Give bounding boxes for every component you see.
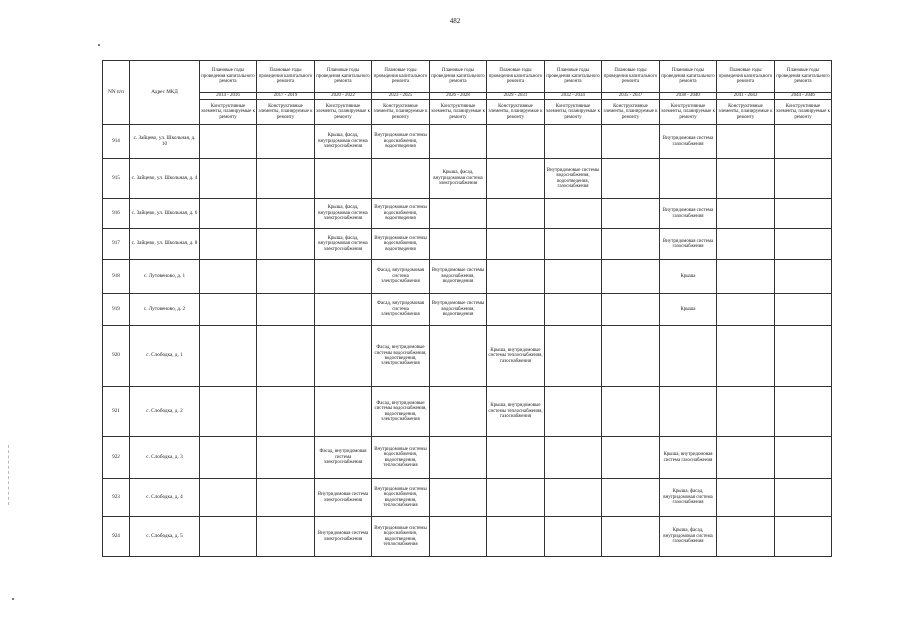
repair-elements-cell: [545, 387, 602, 437]
repair-elements-cell: [257, 294, 315, 326]
elements-header: Конструктивные элементы, планируемые к ремонту: [717, 100, 775, 125]
repair-elements-cell: [545, 260, 602, 294]
elements-header: Конструктивные элементы, планируемые к ремонту: [487, 100, 545, 125]
row-number: 920: [103, 326, 130, 387]
repair-elements-cell: [545, 125, 602, 159]
repair-elements-cell: Крыша, фасад, внутридомовая система газоснабжения: [660, 517, 717, 557]
repair-elements-cell: [602, 326, 660, 387]
repair-elements-cell: [487, 437, 545, 479]
column-header-planned: Плановые годы проведения капитального ремонта: [717, 61, 775, 93]
table-row: [103, 229, 832, 260]
repair-elements-cell: [315, 326, 372, 387]
column-header-address: Адрес МКД: [130, 61, 200, 125]
repair-elements-cell: [602, 387, 660, 437]
row-address: с. Слободка, д. 1: [130, 326, 200, 387]
repair-elements-cell: [775, 229, 832, 260]
repair-elements-cell: Крыша: [660, 294, 717, 326]
repair-elements-cell: [200, 326, 257, 387]
period-label: 2038 - 2040: [660, 93, 717, 100]
column-header-planned: Плановые годы проведения капитального ремонта: [545, 61, 602, 93]
repair-elements-cell: Внутридомовые системы водоснабжения, водоотведения: [430, 294, 487, 326]
elements-header: Конструктивные элементы, планируемые к ремонту: [545, 100, 602, 125]
period-label: 2023 - 2025: [372, 93, 430, 100]
repair-elements-cell: [717, 294, 775, 326]
table-row: [103, 517, 832, 557]
repair-elements-cell: Крыша, фасад, внутридомовая система газоснабжения: [660, 479, 717, 517]
repair-elements-cell: [315, 294, 372, 326]
repair-elements-cell: [487, 159, 545, 199]
row-address: с. Зайцево, ул. Школьная, д. 4: [130, 159, 200, 199]
repair-elements-cell: [775, 517, 832, 557]
repair-elements-cell: [660, 159, 717, 199]
repair-elements-cell: Фасад, внутридомовая система электроснабжения: [372, 294, 430, 326]
page-number: 482: [449, 17, 461, 25]
repair-elements-cell: [775, 294, 832, 326]
row-number: 924: [103, 517, 130, 557]
period-label: 2014 - 2016: [200, 93, 257, 100]
row-number: 918: [103, 260, 130, 294]
column-header-planned: Плановые годы проведения капитального ремонта: [372, 61, 430, 93]
elements-header: Конструктивные элементы, планируемые к ремонту: [660, 100, 717, 125]
repair-elements-cell: [257, 229, 315, 260]
table-row: [103, 326, 832, 387]
table-row: [103, 159, 832, 199]
repair-elements-cell: [775, 125, 832, 159]
repair-elements-cell: Внутридомовая система электроснабжения: [315, 479, 372, 517]
column-header-planned: Плановые годы проведения капитального ремонта: [487, 61, 545, 93]
row-number: 916: [103, 199, 130, 229]
repair-elements-cell: [545, 229, 602, 260]
repair-elements-cell: Внутридомовая система электроснабжения: [315, 517, 372, 557]
row-address: с. Слободка, д. 4: [130, 479, 200, 517]
row-number: 922: [103, 437, 130, 479]
repair-elements-cell: [545, 199, 602, 229]
period-label: 2026 - 2028: [430, 93, 487, 100]
repair-elements-cell: [430, 517, 487, 557]
repair-elements-cell: [257, 387, 315, 437]
repair-elements-cell: [775, 260, 832, 294]
repair-elements-cell: [487, 479, 545, 517]
row-address: с. Зайцево, ул. Школьная, д. 6: [130, 199, 200, 229]
repair-elements-cell: Крыша, фасад, внутридомовая система электроснабжения: [315, 125, 372, 159]
column-header-planned: Плановые годы проведения капитального ремонта: [602, 61, 660, 93]
repair-elements-cell: [257, 260, 315, 294]
repair-elements-cell: Фасад, внутридомовые системы водоснабжения, водоотведения, электроснабжения: [372, 387, 430, 437]
repair-elements-cell: [775, 479, 832, 517]
repair-elements-cell: [372, 159, 430, 199]
repair-elements-cell: [257, 479, 315, 517]
repair-elements-cell: [545, 479, 602, 517]
column-header-planned: Плановые годы проведения капитального ремонта: [315, 61, 372, 93]
repair-elements-cell: Крыша, внутридомовые системы теплоснабжения, газоснабжения: [487, 387, 545, 437]
table-row: [103, 294, 832, 326]
repair-elements-cell: [487, 260, 545, 294]
repair-elements-cell: [717, 479, 775, 517]
repair-elements-cell: [602, 199, 660, 229]
column-header-number: NN п/п: [103, 61, 130, 125]
repair-elements-cell: [200, 260, 257, 294]
repair-elements-cell: [717, 159, 775, 199]
table-row: [103, 125, 832, 159]
repair-elements-cell: [602, 260, 660, 294]
period-label: 2017 - 2019: [257, 93, 315, 100]
elements-header: Конструктивные элементы, планируемые к ремонту: [602, 100, 660, 125]
repair-elements-cell: [717, 437, 775, 479]
repair-elements-cell: Крыша, фасад, внутридомовая система электроснабжения: [315, 229, 372, 260]
repair-elements-cell: [602, 125, 660, 159]
repair-elements-cell: [257, 125, 315, 159]
repair-elements-cell: [430, 229, 487, 260]
repair-elements-cell: [545, 517, 602, 557]
scan-speck: [12, 598, 14, 600]
repair-elements-cell: [717, 260, 775, 294]
repair-elements-cell: [545, 326, 602, 387]
repair-elements-cell: Крыша, внутридомовая система газоснабжения: [660, 437, 717, 479]
repair-elements-cell: [717, 326, 775, 387]
repair-elements-cell: Внутридомовые системы водоснабжения, водоотведения, теплоснабжения: [372, 517, 430, 557]
column-header-planned: Плановые годы проведения капитального ремонта: [775, 61, 832, 93]
column-header-planned: Плановые годы проведения капитального ремонта: [257, 61, 315, 93]
repair-elements-cell: [487, 229, 545, 260]
row-address: с. Слободка, д. 2: [130, 387, 200, 437]
column-header-planned: Плановые годы проведения капитального ремонта: [430, 61, 487, 93]
table-row: [103, 260, 832, 294]
period-label: 2029 - 2031: [487, 93, 545, 100]
row-address: с. Зайцево, ул. Школьная, д. 8: [130, 229, 200, 260]
repair-elements-cell: Фасад, внутридомовые системы водоснабжения, водоотведения, электроснабжения: [372, 326, 430, 387]
repair-elements-cell: [487, 125, 545, 159]
header-row-elements: [103, 100, 832, 125]
repair-elements-cell: [200, 294, 257, 326]
repair-elements-cell: [430, 479, 487, 517]
row-number: 923: [103, 479, 130, 517]
repair-elements-cell: [602, 479, 660, 517]
row-number: 919: [103, 294, 130, 326]
repair-elements-cell: [775, 199, 832, 229]
repair-elements-cell: Внутридомовые системы водоснабжения, водоотведения: [372, 229, 430, 260]
elements-header: Конструктивные элементы, планируемые к ремонту: [315, 100, 372, 125]
repair-elements-cell: [315, 260, 372, 294]
repair-elements-cell: Внутридомовая система газоснабжения: [660, 125, 717, 159]
scan-speck: [98, 44, 100, 46]
repair-elements-cell: [200, 125, 257, 159]
repair-elements-cell: [200, 159, 257, 199]
repair-elements-cell: Внутридомовые системы водоснабжения, водоотведения, газоснабжения: [545, 159, 602, 199]
period-label: 2032 - 2034: [545, 93, 602, 100]
repair-elements-cell: [717, 229, 775, 260]
repair-elements-cell: Внутридомовые системы водоснабжения, водоотведения: [372, 125, 430, 159]
repair-elements-cell: [775, 326, 832, 387]
repair-elements-cell: Крыша: [660, 260, 717, 294]
repair-elements-cell: Внутридомовая система газоснабжения: [660, 229, 717, 260]
period-label: 2020 - 2022: [315, 93, 372, 100]
period-label: 2044 - 2046: [775, 93, 832, 100]
row-number: 914: [103, 125, 130, 159]
repair-elements-cell: [487, 199, 545, 229]
elements-header: Конструктивные элементы, планируемые к ремонту: [775, 100, 832, 125]
repair-elements-cell: [430, 199, 487, 229]
elements-header: Конструктивные элементы, планируемые к ремонту: [200, 100, 257, 125]
header-row-title: [103, 61, 832, 93]
repair-elements-cell: Внутридомовые системы водоснабжения, водоотведения, теплоснабжения: [372, 437, 430, 479]
repair-elements-cell: [257, 199, 315, 229]
repair-elements-cell: Фасад, внутридомовая система электроснабжения: [315, 437, 372, 479]
repair-elements-cell: [660, 387, 717, 437]
row-address: с. Зайцево, ул. Школьная, д. 10: [130, 125, 200, 159]
repair-elements-cell: Крыша, фасад, внутридомовая система электроснабжения: [315, 199, 372, 229]
repair-elements-cell: [602, 294, 660, 326]
repair-elements-cell: [430, 437, 487, 479]
repair-elements-cell: [660, 326, 717, 387]
row-number: 915: [103, 159, 130, 199]
repair-elements-cell: [545, 437, 602, 479]
repair-elements-cell: [257, 437, 315, 479]
row-address: с. Лутовеново, д. 1: [130, 260, 200, 294]
repair-elements-cell: [717, 125, 775, 159]
table-row: [103, 387, 832, 437]
repair-elements-cell: [200, 479, 257, 517]
row-address: с. Лутовеново, д. 2: [130, 294, 200, 326]
repair-elements-cell: [717, 517, 775, 557]
repair-elements-cell: [257, 326, 315, 387]
repair-elements-cell: [430, 387, 487, 437]
repair-elements-cell: Крыша, фасад, внутридомовая система электроснабжения: [430, 159, 487, 199]
repair-elements-cell: [200, 437, 257, 479]
header-row-periods: [103, 93, 832, 100]
repair-elements-cell: Внутридомовые системы водоснабжения, водоотведения: [430, 260, 487, 294]
repair-elements-cell: Фасад, внутридомовая система электроснабжения: [372, 260, 430, 294]
repair-elements-cell: [257, 517, 315, 557]
table-row: [103, 437, 832, 479]
repair-elements-cell: [200, 517, 257, 557]
capital-repair-schedule-table: [102, 60, 832, 557]
elements-header: Конструктивные элементы, планируемые к ремонту: [257, 100, 315, 125]
repair-elements-cell: [430, 326, 487, 387]
row-number: 921: [103, 387, 130, 437]
repair-elements-cell: [257, 159, 315, 199]
table-row: [103, 479, 832, 517]
repair-elements-cell: [602, 517, 660, 557]
column-header-planned: Плановые годы проведения капитального ремонта: [200, 61, 257, 93]
repair-elements-cell: Внутридомовая система газоснабжения: [660, 199, 717, 229]
elements-header: Конструктивные элементы, планируемые к ремонту: [430, 100, 487, 125]
repair-elements-cell: [487, 294, 545, 326]
repair-elements-cell: [315, 159, 372, 199]
row-address: с. Слободка, д. 3: [130, 437, 200, 479]
repair-elements-cell: [200, 387, 257, 437]
period-label: 2041 - 2043: [717, 93, 775, 100]
repair-elements-cell: Внутридомовые системы водоснабжения, водоотведения: [372, 199, 430, 229]
repair-elements-cell: [430, 125, 487, 159]
table-body: [103, 125, 832, 557]
repair-elements-cell: [775, 437, 832, 479]
repair-elements-cell: Внутридомовые системы водоснабжения, водоотведения, теплоснабжения: [372, 479, 430, 517]
period-label: 2035 - 2037: [602, 93, 660, 100]
table-row: [103, 199, 832, 229]
column-header-planned: Плановые годы проведения капитального ремонта: [660, 61, 717, 93]
repair-elements-cell: Крыша, внутридомовые системы теплоснабжения, газоснабжения: [487, 326, 545, 387]
repair-elements-cell: [602, 229, 660, 260]
repair-elements-cell: [315, 387, 372, 437]
repair-elements-cell: [545, 294, 602, 326]
repair-elements-cell: [602, 159, 660, 199]
elements-header: Конструктивные элементы, планируемые к ремонту: [372, 100, 430, 125]
repair-elements-cell: [775, 387, 832, 437]
repair-elements-cell: [602, 437, 660, 479]
row-number: 917: [103, 229, 130, 260]
row-address: с. Слободка, д. 5: [130, 517, 200, 557]
repair-elements-cell: [717, 199, 775, 229]
repair-elements-cell: [487, 517, 545, 557]
repair-elements-cell: [200, 199, 257, 229]
repair-elements-cell: [717, 387, 775, 437]
repair-elements-cell: [775, 159, 832, 199]
scan-margin-marks: [8, 445, 13, 505]
repair-elements-cell: [200, 229, 257, 260]
